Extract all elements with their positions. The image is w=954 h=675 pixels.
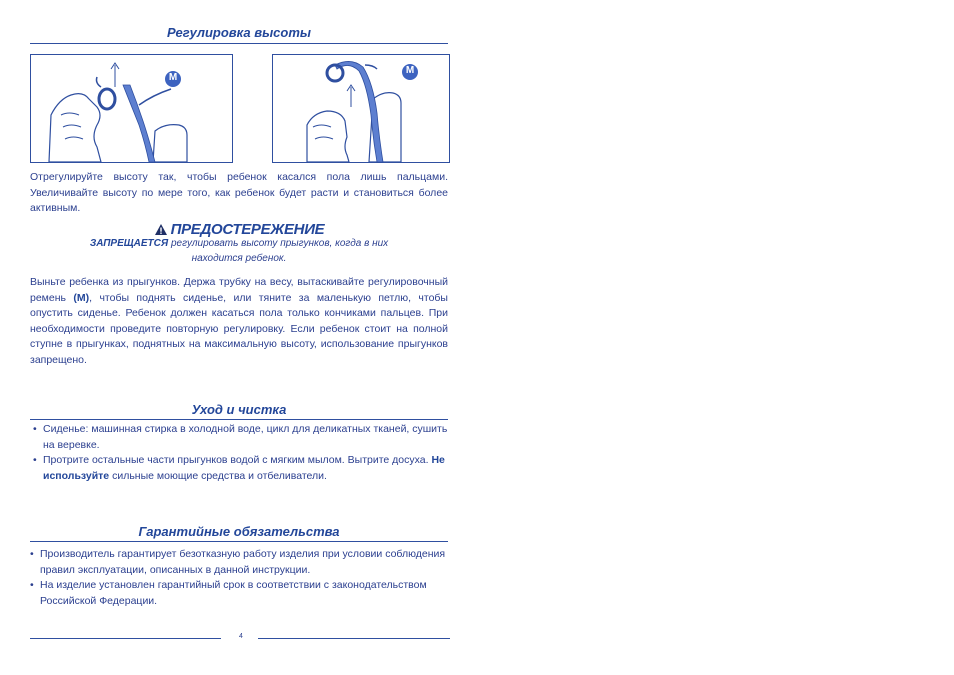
height-section-title: Регулировка высоты bbox=[166, 25, 312, 40]
warranty-list bbox=[30, 547, 448, 609]
page-number: 4 bbox=[239, 633, 243, 640]
care-item2-bold: Не используйте bbox=[43, 454, 445, 482]
section-rule bbox=[30, 43, 448, 44]
care-list bbox=[33, 422, 448, 484]
warning-text bbox=[30, 237, 448, 266]
warning-title: ПРЕДОСТЕРЕЖЕНИЕ bbox=[170, 221, 325, 238]
care-item2-part2: сильные моющие средства и отбеливатели. bbox=[109, 469, 327, 482]
warning-text-line1: регулировать высоту прыгунков, когда в них bbox=[168, 238, 389, 249]
section-rule bbox=[30, 419, 448, 420]
figure-left bbox=[30, 54, 233, 163]
warning-bold-word: ЗАПРЕЩАЕТСЯ bbox=[89, 238, 169, 249]
warning-triangle-icon bbox=[154, 223, 168, 236]
warranty-item: • Производитель гарантирует безотказную работу изделия при условии соблюдения правил эксплуатации, описанных в данной инструкции. bbox=[30, 547, 448, 578]
height-intro-text: Отрегулируйте высоту так, чтобы ребенок касался пола лишь пальцами. Увеличивайте высоту по мере того, как ребенок будет расти и становиться более активным. bbox=[30, 171, 448, 215]
figure-right bbox=[272, 54, 450, 163]
hand-releasing-loop-illustration bbox=[273, 55, 449, 162]
care-item: • Сиденье: машинная стирка в холодной воде, цикл для деликатных тканей, сушить на веревке. bbox=[33, 422, 448, 453]
instructions-text bbox=[30, 275, 448, 369]
care-item bbox=[33, 453, 448, 484]
care-item2-part1: Протрите остальные части прыгунков водой с мягким мылом. Вытрите досуха. bbox=[43, 454, 432, 467]
footer-rule-right bbox=[258, 638, 450, 639]
instructions-strap-ref: (M) bbox=[73, 291, 90, 304]
care-section-title: Уход и чистка bbox=[191, 402, 287, 417]
warranty-item: • На изделие установлен гарантийный срок в соответствии с законодательством Российской Федерации. bbox=[30, 578, 448, 609]
instructions-part1: Выньте ребенка из прыгунков. Держа трубку на весу, вытаскивайте регулировочный ремень bbox=[30, 276, 448, 304]
strap-label-m: M bbox=[405, 65, 415, 76]
hand-pulling-strap-illustration bbox=[31, 55, 232, 162]
strap-label-m: M bbox=[168, 72, 178, 83]
footer-rule-left bbox=[30, 638, 221, 639]
section-rule bbox=[30, 541, 448, 542]
warranty-section-title: Гарантийные обязательства bbox=[138, 524, 340, 539]
instructions-part2: , чтобы поднять сиденье, или тяните за маленькую петлю, чтобы опустить сиденье. Ребенок должен касаться пола только кончиками пальцев. При необходимости проведите повторную регулировку. Если ребенок стоит на полной ступне в прыгунках, поднятных на максимальную высоту, использование прыгунков запрещено. bbox=[30, 291, 448, 366]
warning-text-line2: находится ребенок. bbox=[191, 252, 287, 264]
